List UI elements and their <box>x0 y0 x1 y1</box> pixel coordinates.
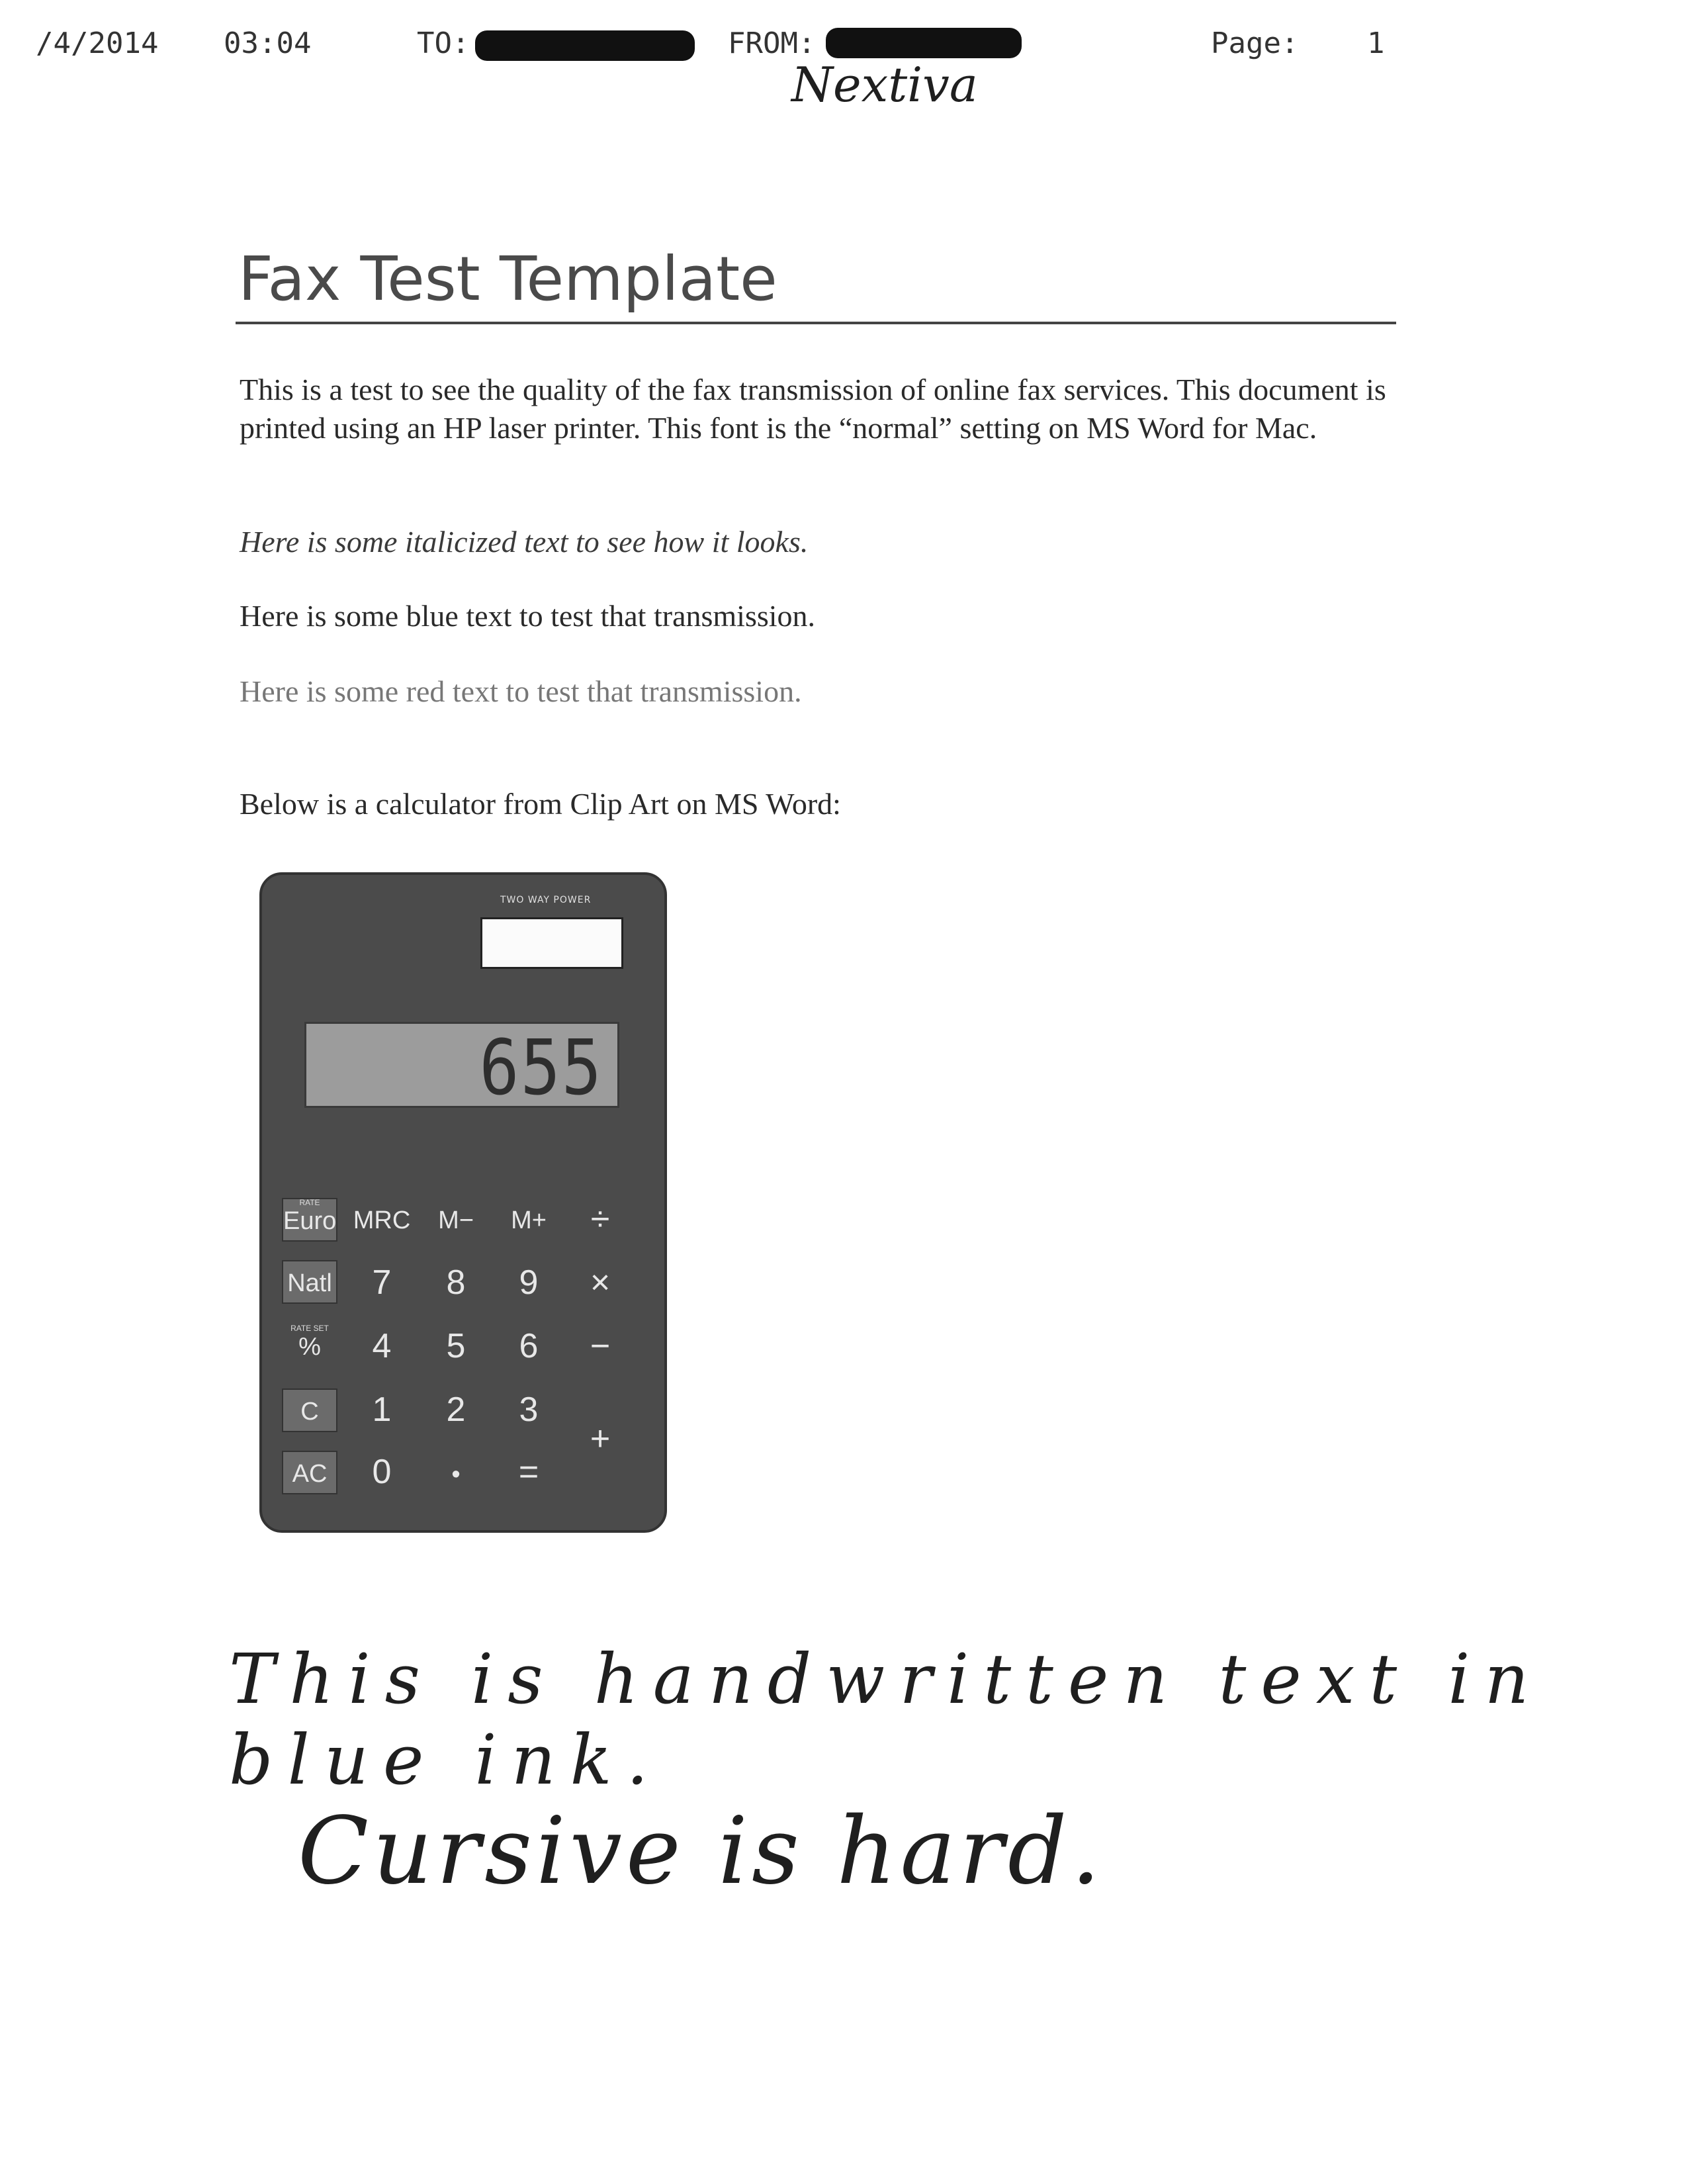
two-way-power-label: TWO WAY POWER <box>500 895 592 905</box>
euro-key-sublabel: RATE <box>299 1198 320 1207</box>
fax-page-number: 1 <box>1367 26 1385 60</box>
key-6: 6 <box>519 1327 539 1365</box>
document-title: Fax Test Template <box>238 244 777 314</box>
key-0: 0 <box>372 1453 392 1491</box>
calculator-display <box>304 1022 619 1113</box>
divide-key: ÷ <box>590 1200 610 1238</box>
calculator-clipart <box>259 872 667 1533</box>
fax-time: 03:04 <box>224 26 312 60</box>
key-3: 3 <box>519 1390 539 1429</box>
calculator-caption: Below is a calculator from Clip Art on MS Word: <box>240 787 841 821</box>
key-7: 7 <box>372 1263 392 1302</box>
decimal-key: • <box>451 1461 461 1488</box>
all-clear-key <box>282 1451 337 1494</box>
m-plus-key: M+ <box>511 1206 547 1234</box>
percent-key-sublabel: RATE SET <box>290 1324 329 1333</box>
fax-date: /4/2014 <box>36 26 159 60</box>
solar-panel <box>480 917 623 969</box>
add-key: + <box>590 1420 611 1458</box>
all-clear-key-label: AC <box>292 1460 328 1488</box>
percent-key-label: % <box>298 1333 321 1361</box>
redacted-to-field <box>475 30 695 61</box>
handwritten-line-2: Cursive is hard. <box>298 1797 1105 1905</box>
intro-paragraph: This is a test to see the quality of the fax transmission of online fax services. This document is printed using an HP laser printer. This font is the “normal” setting on MS Word for Mac. <box>240 373 1386 445</box>
italic-text-sample: Here is some italicized text to see how it looks. <box>240 525 809 559</box>
blue-text-sample: Here is some blue text to test that transmission. <box>240 599 816 633</box>
euro-key-label: Euro <box>283 1207 337 1235</box>
key-2: 2 <box>446 1390 466 1429</box>
key-9: 9 <box>519 1263 539 1302</box>
display-value: 655 <box>479 1023 603 1113</box>
handwritten-line-1: This is handwritten text in blue ink. <box>229 1639 1544 1800</box>
clear-key-label: C <box>300 1398 319 1426</box>
fax-to-label: TO: <box>417 26 470 60</box>
redacted-from-field <box>826 28 1022 58</box>
key-8: 8 <box>446 1263 466 1302</box>
equals-key: = <box>518 1453 539 1491</box>
key-1: 1 <box>372 1390 392 1429</box>
multiply-key: × <box>590 1263 611 1302</box>
m-minus-key: M− <box>438 1206 474 1234</box>
clear-key <box>282 1388 337 1432</box>
mrc-key: MRC <box>353 1206 411 1234</box>
natl-key <box>282 1260 337 1304</box>
key-5: 5 <box>446 1327 466 1365</box>
red-text-sample: Here is some red text to test that transmission. <box>240 674 802 708</box>
handwritten-from-note: Nextiva <box>791 57 978 113</box>
title-underline <box>236 322 1396 324</box>
fax-page-label: Page: <box>1211 26 1299 60</box>
natl-key-label: Natl <box>287 1269 332 1297</box>
fax-from-label: FROM: <box>728 26 816 60</box>
percent-key <box>282 1325 337 1369</box>
key-4: 4 <box>372 1327 392 1365</box>
euro-key <box>282 1198 337 1242</box>
subtract-key: − <box>590 1327 611 1365</box>
